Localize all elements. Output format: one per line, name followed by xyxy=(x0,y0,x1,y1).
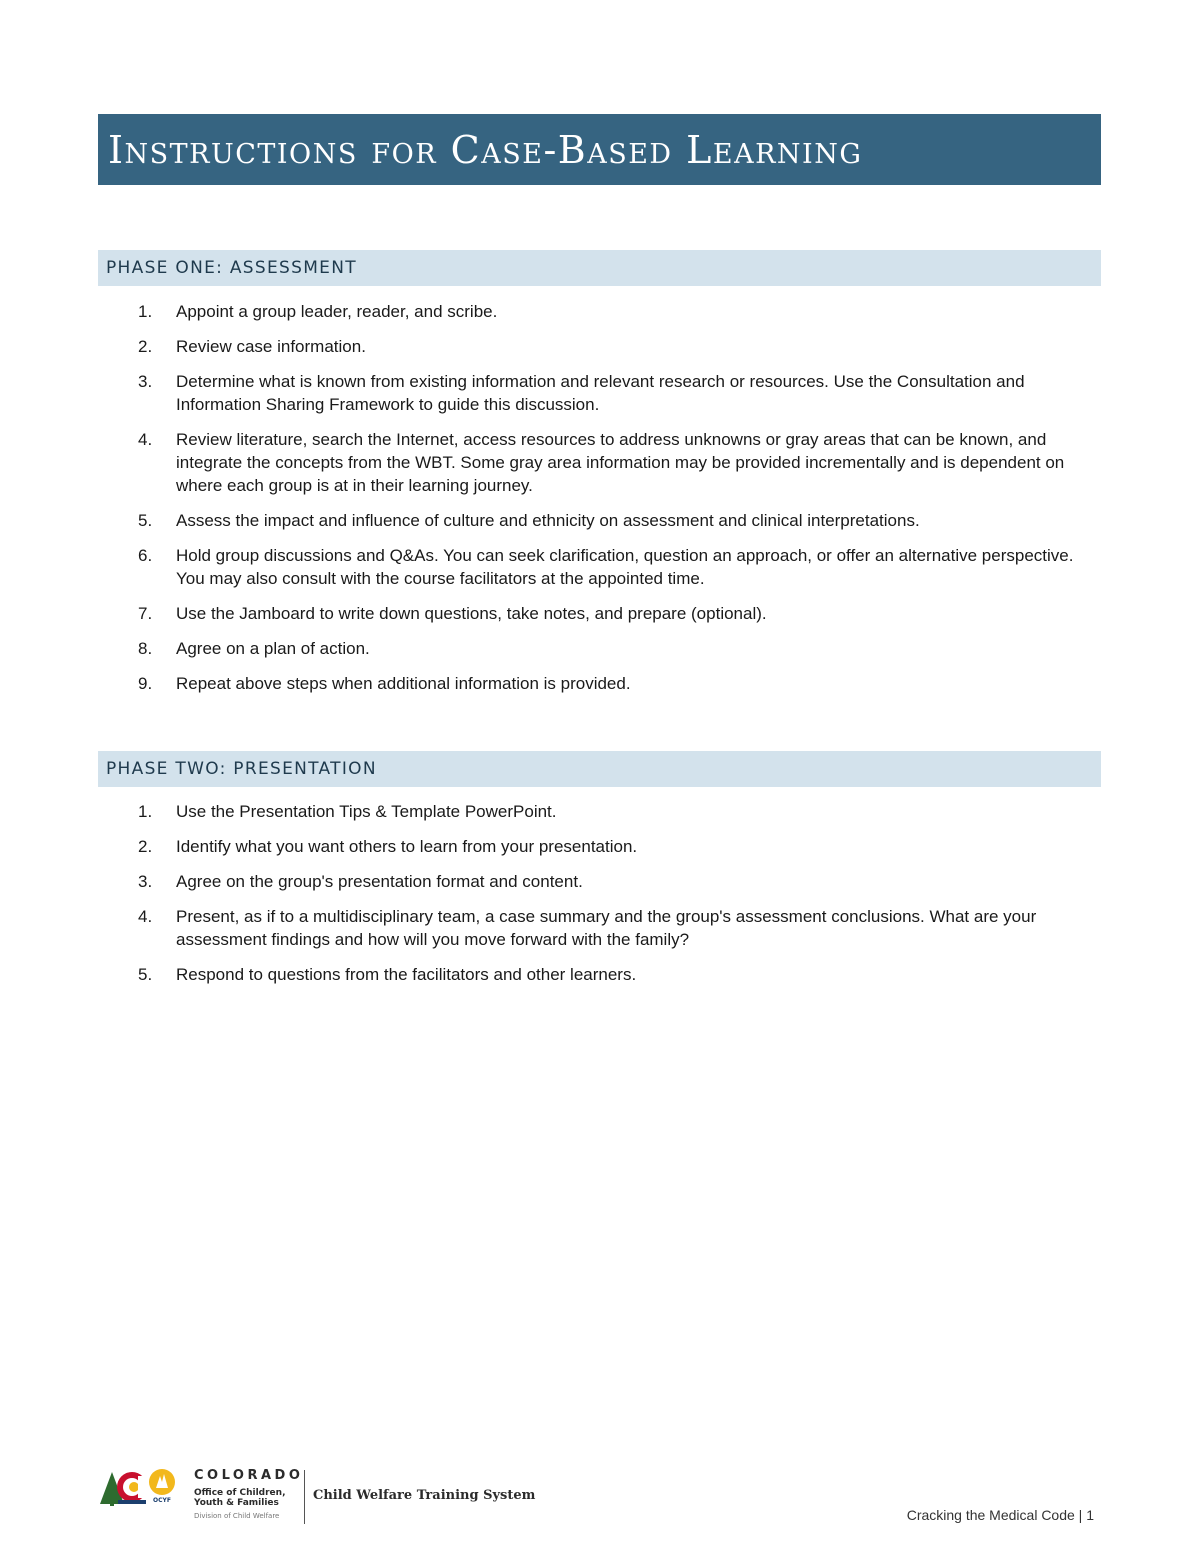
step-text: Present, as if to a multidisciplinary team, a case summary and the group's assessment conclusions. What are your assessment findings and how will you move forward with the family? xyxy=(176,907,1037,949)
step-number: 4. xyxy=(138,907,153,926)
list-item xyxy=(138,428,1098,497)
colorado-cwts-logo xyxy=(98,1466,538,1526)
list-item xyxy=(138,300,1098,323)
list-item xyxy=(138,370,1098,416)
list-item xyxy=(138,870,1098,893)
step-text: Determine what is known from existing information and relevant research or resources. Use the Consultation and Information Sharing Framework to guide this discussion. xyxy=(176,372,1025,414)
phase-one-steps xyxy=(138,300,1098,707)
logo-divider xyxy=(304,1470,305,1524)
step-number: 2. xyxy=(138,337,153,356)
list-item xyxy=(138,544,1098,590)
phase-two-heading: PHASE TWO: PRESENTATION xyxy=(106,759,377,779)
step-number: 6. xyxy=(138,546,153,565)
step-text: Agree on the group's presentation format and content. xyxy=(176,872,583,891)
step-number: 3. xyxy=(138,372,153,391)
step-text: Respond to questions from the facilitators and other learners. xyxy=(176,965,637,984)
step-text: Use the Presentation Tips & Template PowerPoint. xyxy=(176,802,557,821)
step-text: Hold group discussions and Q&As. You can seek clarification, question an approach, or offer an alternative perspective. You may also consult with the course facilitators at the appointed time. xyxy=(176,546,1074,588)
colorado-wordmark: COLORADO xyxy=(194,1468,304,1483)
list-item xyxy=(138,905,1098,951)
page-title: Instructions for Case-Based Learning xyxy=(108,127,863,172)
program-name: Child Welfare Training System xyxy=(313,1488,536,1503)
step-text: Review case information. xyxy=(176,337,366,356)
phase-one-heading: PHASE ONE: ASSESSMENT xyxy=(106,258,357,278)
list-item xyxy=(138,509,1098,532)
step-text: Agree on a plan of action. xyxy=(176,639,370,658)
office-name: Office of Children, Youth & Families xyxy=(194,1488,286,1508)
step-text: Review literature, search the Internet, access resources to address unknowns or gray areas that can be known, and integrate the concepts from the WBT. Some gray area information may be provided incrementally and is dependent on where each group is at in their learning journey. xyxy=(176,430,1065,495)
phase-two-heading-bar xyxy=(98,751,1101,787)
step-number: 9. xyxy=(138,674,153,693)
step-number: 2. xyxy=(138,837,153,856)
step-text: Use the Jamboard to write down questions, take notes, and prepare (optional). xyxy=(176,604,767,623)
phase-one-heading-bar xyxy=(98,250,1101,286)
step-number: 8. xyxy=(138,639,153,658)
step-number: 7. xyxy=(138,604,153,623)
list-item xyxy=(138,637,1098,660)
step-text: Identify what you want others to learn from your presentation. xyxy=(176,837,638,856)
step-text: Appoint a group leader, reader, and scribe. xyxy=(176,302,498,321)
step-text: Repeat above steps when additional information is provided. xyxy=(176,674,631,693)
list-item xyxy=(138,963,1098,986)
page-number-label: Cracking the Medical Code | 1 xyxy=(906,1507,1094,1523)
step-number: 1. xyxy=(138,302,153,321)
colorado-ocyf-emblem-icon xyxy=(98,1466,188,1526)
step-number: 5. xyxy=(138,511,153,530)
list-item xyxy=(138,335,1098,358)
step-text: Assess the impact and influence of culture and ethnicity on assessment and clinical interpretations. xyxy=(176,511,920,530)
division-name: Division of Child Welfare xyxy=(194,1512,280,1520)
step-number: 1. xyxy=(138,802,153,821)
step-number: 5. xyxy=(138,965,153,984)
title-banner xyxy=(98,114,1101,185)
list-item xyxy=(138,672,1098,695)
step-number: 3. xyxy=(138,872,153,891)
svg-text:OCYF: OCYF xyxy=(153,1497,171,1504)
list-item xyxy=(138,800,1098,823)
list-item xyxy=(138,602,1098,625)
step-number: 4. xyxy=(138,430,153,449)
list-item xyxy=(138,835,1098,858)
phase-two-steps xyxy=(138,800,1098,998)
